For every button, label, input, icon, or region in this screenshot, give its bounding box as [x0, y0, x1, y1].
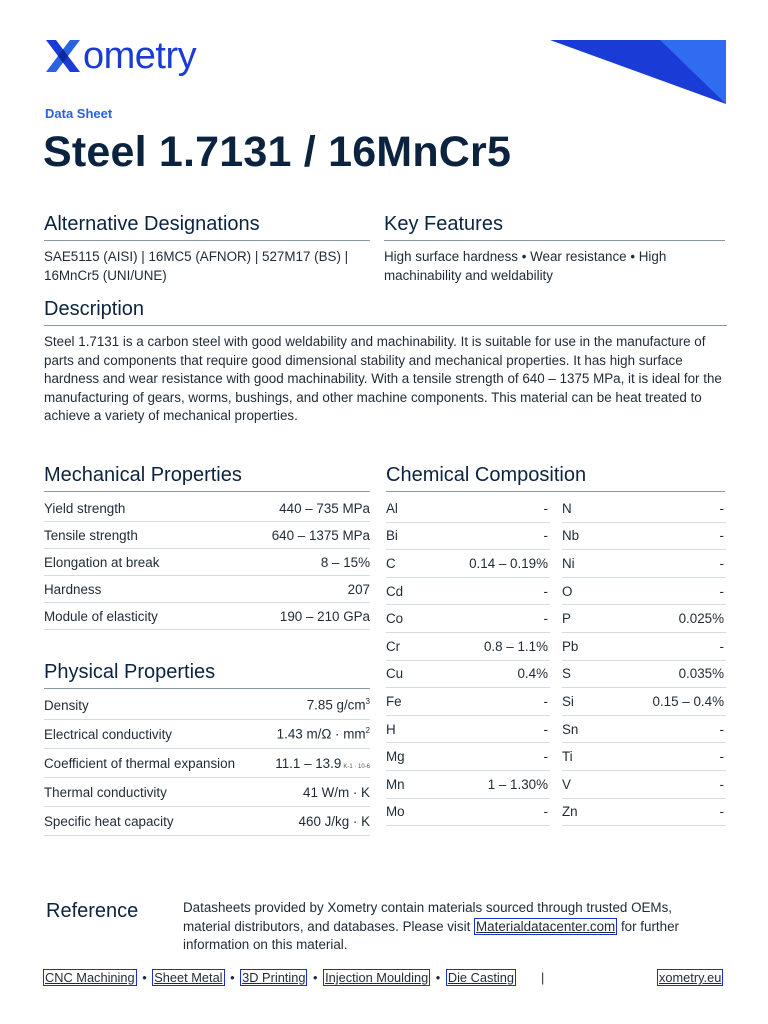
- element-symbol: N: [562, 495, 593, 522]
- property-value: 460 J/kg · K: [262, 807, 370, 836]
- table-row: [386, 770, 550, 798]
- element-symbol: Pb: [562, 632, 593, 660]
- physical-properties-table: [44, 691, 370, 836]
- table-row: [386, 550, 550, 578]
- alt-designations-heading: Alternative Designations: [44, 212, 370, 241]
- property-label: Tensile strength: [44, 522, 220, 549]
- table-row: [386, 495, 550, 522]
- footer-link-injection-moulding[interactable]: Injection Moulding: [325, 970, 429, 985]
- table-row: [44, 603, 370, 630]
- footer-link-die-casting[interactable]: Die Casting: [447, 970, 514, 985]
- table-row: [562, 688, 726, 716]
- chemical-composition-left-table: [386, 495, 550, 826]
- footer-link-cnc-machining[interactable]: CNC Machining: [45, 970, 135, 985]
- chemical-composition-heading: Chemical Composition: [386, 463, 725, 492]
- key-features-text: High surface hardness • Wear resistance • High machinability and weldability: [384, 249, 667, 283]
- element-symbol: Bi: [386, 522, 417, 550]
- alt-designations-text: SAE5115 (AISI) | 16MC5 (AFNOR) | 527M17 (BS) | 16MnCr5 (UNI/UNE): [44, 249, 349, 283]
- property-label: Elongation at break: [44, 549, 220, 576]
- table-row: [44, 807, 370, 836]
- footer-divider: |: [541, 970, 545, 985]
- element-value: 0.4%: [417, 660, 550, 688]
- table-row: [386, 605, 550, 633]
- description-heading: Description: [44, 297, 727, 326]
- physical-properties-heading: Physical Properties: [44, 660, 370, 689]
- element-value: 0.14 – 0.19%: [417, 550, 550, 578]
- element-symbol: Ti: [562, 743, 593, 771]
- property-label: Specific heat capacity: [44, 807, 262, 836]
- element-symbol: Al: [386, 495, 417, 522]
- element-value: -: [417, 715, 550, 743]
- element-value: 0.15 – 0.4%: [593, 688, 726, 716]
- table-row: [44, 778, 370, 807]
- element-value: -: [417, 577, 550, 605]
- data-sheet-label: Data Sheet: [45, 106, 113, 121]
- key-features-heading: Key Features: [384, 212, 725, 241]
- element-symbol: Mo: [386, 798, 417, 826]
- element-value: -: [593, 495, 726, 522]
- element-symbol: Zn: [562, 798, 593, 826]
- property-value: 640 – 1375 MPa: [220, 522, 370, 549]
- table-row: [562, 632, 726, 660]
- element-symbol: H: [386, 715, 417, 743]
- table-row: [562, 522, 726, 550]
- footer-separator: •: [142, 970, 147, 985]
- property-value: 41 W/m · K: [262, 778, 370, 807]
- element-symbol: Nb: [562, 522, 593, 550]
- property-value: 7.85 $g/cm^3$: [262, 691, 370, 720]
- mechanical-properties-table: [44, 495, 370, 630]
- element-value: -: [417, 605, 550, 633]
- element-value: -: [417, 798, 550, 826]
- element-value: -: [417, 688, 550, 716]
- table-row: [386, 577, 550, 605]
- property-label: Hardness: [44, 576, 220, 603]
- element-value: -: [593, 770, 726, 798]
- element-symbol: Fe: [386, 688, 417, 716]
- property-value: 207: [220, 576, 370, 603]
- table-row: [44, 549, 370, 576]
- table-row: [562, 495, 726, 522]
- element-symbol: Sn: [562, 715, 593, 743]
- table-row: [386, 632, 550, 660]
- reference-heading: Reference: [46, 900, 139, 922]
- element-value: -: [593, 798, 726, 826]
- page-title: Steel 1.7131 / 16MnCr5: [43, 128, 512, 176]
- xometry-logo: [44, 34, 196, 78]
- table-row: [562, 550, 726, 578]
- element-symbol: P: [562, 605, 593, 633]
- materialdatacenter-link[interactable]: Materialdatacenter.com: [476, 918, 616, 934]
- property-value: 8 – 15%: [220, 549, 370, 576]
- footer-separator: •: [435, 970, 441, 985]
- element-value: 0.025%: [593, 605, 726, 633]
- table-row: [562, 770, 726, 798]
- table-row: [562, 605, 726, 633]
- table-row: [386, 798, 550, 826]
- property-label: Electrical conductivity: [44, 720, 262, 749]
- table-row: [562, 660, 726, 688]
- footer-link-xometry-eu[interactable]: xometry.eu: [659, 970, 722, 985]
- element-value: -: [593, 550, 726, 578]
- element-symbol: V: [562, 770, 593, 798]
- element-value: -: [417, 495, 550, 522]
- table-row: [44, 522, 370, 549]
- element-symbol: Cu: [386, 660, 417, 688]
- element-value: -: [593, 632, 726, 660]
- table-row: [44, 720, 370, 749]
- property-label: Coefficient of thermal expansion: [44, 749, 262, 778]
- footer-link-sheet-metal[interactable]: Sheet Metal: [154, 970, 223, 985]
- element-symbol: Mg: [386, 743, 417, 771]
- element-value: 0.035%: [593, 660, 726, 688]
- element-value: -: [593, 522, 726, 550]
- property-label: Density: [44, 691, 262, 720]
- element-value: -: [593, 715, 726, 743]
- element-value: -: [593, 577, 726, 605]
- element-symbol: Ni: [562, 550, 593, 578]
- table-row: [386, 715, 550, 743]
- footer-separator: •: [313, 970, 318, 985]
- table-row: [44, 691, 370, 720]
- element-value: 1 – 1.30%: [417, 770, 550, 798]
- table-row: [562, 798, 726, 826]
- element-symbol: Co: [386, 605, 417, 633]
- table-row: [562, 577, 726, 605]
- table-row: [44, 749, 370, 778]
- table-row: [562, 743, 726, 771]
- property-value: 440 – 735 MPa: [220, 495, 370, 522]
- table-row: [386, 688, 550, 716]
- property-value: 11.1 – 13.9 K-1 · 10-6: [262, 749, 370, 778]
- property-value: 1.43 $m/\Omega \cdot mm^2$: [262, 720, 370, 749]
- reference-text: Datasheets provided by Xometry contain materials sourced through trusted OEMs, material distributors, and databases. Please visit Materialdatacenter.com for further information on this material.: [183, 900, 679, 952]
- chemical-composition-right-table: [562, 495, 726, 826]
- element-value: 0.8 – 1.1%: [417, 632, 550, 660]
- property-label: Module of elasticity: [44, 603, 220, 630]
- footer-link-3d-printing[interactable]: 3D Printing: [242, 970, 306, 985]
- element-value: -: [417, 522, 550, 550]
- footer-separator: •: [230, 970, 235, 985]
- element-symbol: S: [562, 660, 593, 688]
- element-value: -: [417, 743, 550, 771]
- element-symbol: Cd: [386, 577, 417, 605]
- logo-text: ometry: [83, 35, 197, 77]
- element-symbol: Cr: [386, 632, 417, 660]
- element-symbol: Mn: [386, 770, 417, 798]
- footer-links: [43, 970, 545, 985]
- table-row: [386, 743, 550, 771]
- element-symbol: O: [562, 577, 593, 605]
- table-row: [386, 660, 550, 688]
- element-symbol: C: [386, 550, 417, 578]
- xometry-x-logo-icon: [44, 36, 82, 76]
- element-value: -: [593, 743, 726, 771]
- footer-site-link-wrap: [657, 970, 723, 985]
- property-value: 190 – 210 GPa: [220, 603, 370, 630]
- mechanical-properties-heading: Mechanical Properties: [44, 463, 370, 492]
- property-label: Yield strength: [44, 495, 220, 522]
- corner-triangle-graphic: [550, 40, 726, 104]
- description-text: Steel 1.7131 is a carbon steel with good weldability and machinability. It is suitable for use in the manufacture of parts and components that require good dimensional stability and mechanical properties. It has high surface hardness and wear resistance with good machinability. With a tensile strength of 640 – 1375 MPa, it is ideal for the manufacturing of gears, worms, bushings, and other machine components. This material can be heat treated to achieve a variety of mechanical properties.: [44, 334, 722, 423]
- property-label: Thermal conductivity: [44, 778, 262, 807]
- table-row: [44, 495, 370, 522]
- table-row: [44, 576, 370, 603]
- table-row: [386, 522, 550, 550]
- element-symbol: Si: [562, 688, 593, 716]
- table-row: [562, 715, 726, 743]
